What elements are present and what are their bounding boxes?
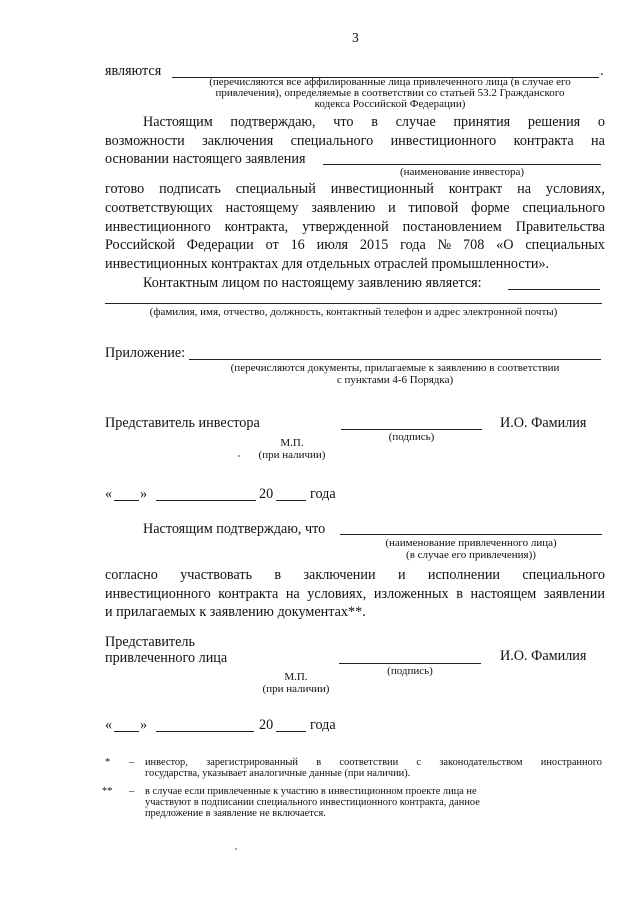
attracted-signature-note: (подпись)	[387, 665, 433, 677]
affiliated-period: .	[600, 63, 604, 79]
body-line-4: Российской Федерации от 16 июля 2015 года № 708 «О специальных	[105, 237, 605, 253]
page-number: 3	[352, 30, 359, 45]
footnote-2-mark: **	[102, 786, 113, 797]
scan-dot	[238, 455, 240, 457]
attracted-stamp-note: (при наличии)	[262, 683, 330, 695]
investor-signature-line	[341, 429, 482, 430]
footnote-1-line1: инвестор, зарегистрированный в соответствии с законодательством иностранного	[145, 757, 602, 768]
confirm-line-2: возможности заключения специального инвестиционного контракта на	[105, 133, 605, 149]
appendix-note-line2: с пунктами 4-6 Порядка)	[336, 374, 454, 386]
affiliated-note-line3: кодекса Российской Федерации)	[314, 98, 466, 110]
footnote-1-line2: государства, указывает аналогичные данные (при наличии).	[145, 768, 411, 779]
attracted-representative-label-2: привлеченного лица	[105, 650, 228, 666]
investor-stamp-label: М.П.	[280, 437, 304, 449]
date1-year-word: года	[310, 486, 336, 502]
date1-close-quote: »	[140, 486, 148, 502]
scan-dot	[235, 848, 237, 850]
footnote-2-dash: –	[129, 786, 135, 797]
investor-representative-label: Представитель инвестора	[105, 415, 260, 431]
investor-representative-name: И.О. Фамилия	[500, 415, 587, 431]
confirm2-label: Настоящим подтверждаю, что	[143, 521, 326, 537]
body-line-1: готово подписать специальный инвестиционный контракт на условиях,	[105, 181, 605, 197]
affiliated-note-line2: привлечения), определяемые в соответствии со статьей 53.2 Гражданского	[215, 87, 565, 99]
date1-year-prefix: 20	[259, 486, 274, 502]
date2-year-word: года	[310, 717, 336, 733]
body-line-5: инвестиционных контрактах для отдельных отраслей промышленности».	[105, 256, 550, 272]
attracted-note-line1: (наименование привлеченного лица)	[385, 537, 557, 549]
confirm2-line-1: согласно участвовать в заключении и исполнении специального	[105, 567, 605, 583]
contact-line-full	[105, 303, 602, 304]
investor-note: (наименование инвестора)	[399, 166, 525, 178]
investor-name-line	[323, 164, 601, 165]
appendix-line	[189, 359, 601, 360]
footnote-2-line1: в случае если привлеченные к участию в инвестиционном проекте лица не	[145, 786, 477, 797]
are-word: являются	[105, 63, 162, 79]
date1-year-line	[276, 500, 306, 501]
appendix-note-line1: (перечисляются документы, прилагаемые к заявлению в соответствии	[230, 362, 560, 374]
attracted-representative-name: И.О. Фамилия	[500, 648, 587, 664]
attracted-stamp-label: М.П.	[284, 671, 308, 683]
attracted-name-line	[340, 534, 602, 535]
attracted-signature-line	[339, 663, 481, 664]
body-line-2: соответствующих настоящему заявлению и типовой форме специального	[105, 200, 605, 216]
contact-note: (фамилия, имя, отчество, должность, контактный телефон и адрес электронной почты)	[149, 306, 558, 318]
contact-label: Контактным лицом по настоящему заявлению является:	[143, 275, 482, 291]
confirm-line-3: основании настоящего заявления	[105, 151, 306, 167]
contact-line-short	[508, 289, 600, 290]
footnote-2-line3: предложение в заявление не включается.	[145, 808, 326, 819]
affiliated-note-line1: (перечисляются все аффилированные лица привлеченного лица (в случае его	[209, 76, 571, 88]
date2-close-quote: »	[140, 717, 148, 733]
footnote-2-line2: участвуют в подписании специального инвестиционного контракта, данное	[145, 797, 480, 808]
date2-open-quote: «	[105, 717, 113, 733]
date1-day-line	[114, 500, 139, 501]
confirm-line-1: Настоящим подтверждаю, что в случае принятия решения о	[143, 114, 605, 130]
footnote-1-mark: *	[105, 757, 111, 768]
date2-year-line	[276, 731, 306, 732]
date1-month-line	[156, 500, 256, 501]
body-line-3: инвестиционного контракта, утвержденной постановлением Правительства	[105, 219, 605, 235]
appendix-label: Приложение:	[105, 345, 186, 361]
investor-signature-note: (подпись)	[388, 431, 435, 443]
footnote-1-dash: –	[129, 757, 135, 768]
date2-day-line	[114, 731, 139, 732]
date1-open-quote: «	[105, 486, 113, 502]
confirm2-line-2: инвестиционного контракта на условиях, изложенных в настоящем заявлении	[105, 586, 605, 602]
investor-stamp-note: (при наличии)	[258, 449, 326, 461]
confirm2-line-3: и прилагаемых к заявлению документах**.	[105, 604, 366, 620]
date2-year-prefix: 20	[259, 717, 274, 733]
attracted-representative-label-1: Представитель	[105, 634, 195, 650]
attracted-note-line2: (в случае его привлечения))	[406, 549, 536, 561]
date2-month-line	[156, 731, 254, 732]
